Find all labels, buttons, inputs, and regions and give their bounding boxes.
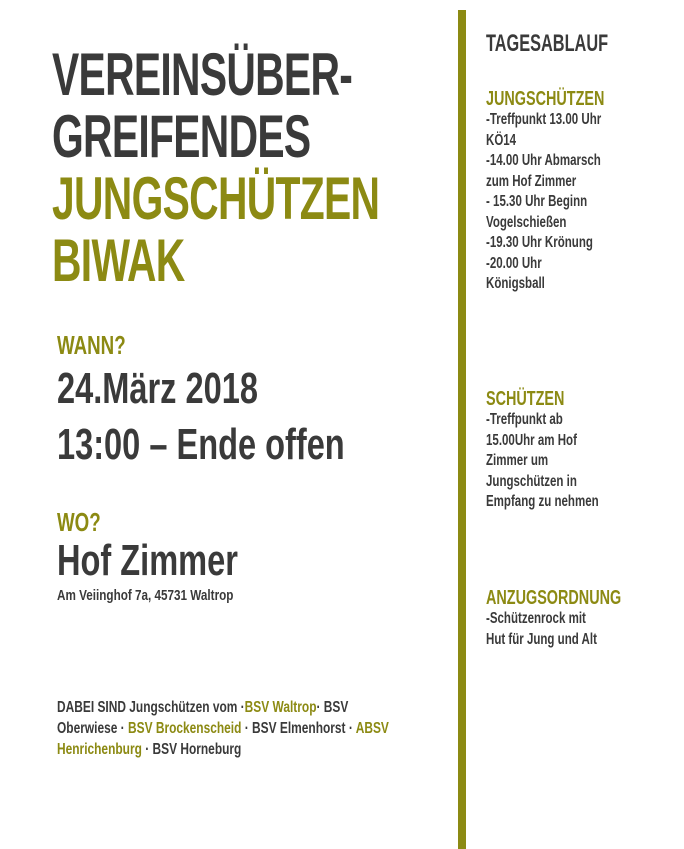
schedule-line: -20.00 Uhr [486, 254, 542, 272]
participants-sep-3: · BSV Horneburg [141, 741, 242, 758]
schedule-section-jungschuetzen [486, 88, 659, 295]
participants-text [57, 697, 396, 760]
section-heading: ANZUGSORDNUNG [486, 587, 622, 609]
headline-line-2: GREIFENDES [52, 103, 311, 170]
schedule-line: Jungschützen in [486, 472, 577, 490]
headline-line-4: BIWAK [52, 227, 185, 294]
club-bsv-brockenscheid: BSV Brockenscheid [127, 720, 242, 737]
schedule-line: 15.00Uhr am Hof [486, 431, 577, 449]
headline-line-3: JUNGSCHÜTZEN [52, 165, 380, 232]
participants-sep-1: · BSV Oberwiese · [57, 699, 349, 737]
schedule-line: Königsball [486, 275, 545, 292]
section-heading: JUNGSCHÜTZEN [486, 88, 605, 110]
schedule-line: Empfang zu nehmen [486, 493, 599, 510]
event-time: 13:00 – Ende offen [57, 420, 345, 469]
participants-sep-2: · BSV Elmenhorst · [241, 720, 356, 737]
schedule-line: -Treffpunkt ab [486, 411, 563, 428]
vertical-divider [458, 10, 466, 849]
schedule-line: -Treffpunkt 13.00 Uhr [486, 111, 602, 128]
participants-intro: DABEI SIND Jungschützen vom · [57, 699, 245, 716]
schedule-line: Vogelschießen [486, 213, 567, 231]
schedule-section-anzugsordnung [486, 587, 659, 650]
schedule-line: -Schützenrock mit [486, 610, 586, 627]
event-address: Am Veiinghof 7a, 45731 Waltrop [57, 587, 234, 604]
club-bsv-waltrop: BSV Waltrop [244, 699, 317, 716]
schedule-line: zum Hof Zimmer [486, 172, 577, 190]
schedule-line: KÖ14 [486, 131, 517, 149]
schedule-section-schuetzen [486, 388, 659, 513]
headline-line-1: VEREINSÜBER- [52, 41, 353, 108]
schedule-line: -19.30 Uhr Krönung [486, 234, 593, 251]
schedule-title: TAGESABLAUF [486, 30, 609, 57]
schedule-line: - 15.30 Uhr Beginn [486, 193, 588, 210]
where-label: WO? [57, 507, 101, 537]
event-place: Hof Zimmer [57, 536, 238, 585]
club-absv-henrichenburg: ABSV Henrichenburg [57, 720, 389, 758]
schedule-line: -14.00 Uhr Abmarsch [486, 152, 601, 169]
section-heading: SCHÜTZEN [486, 388, 565, 410]
event-date: 24.März 2018 [57, 364, 258, 413]
schedule-line: Hut für Jung und Alt [486, 630, 597, 648]
schedule-line: Zimmer um [486, 452, 549, 469]
when-label: WANN? [57, 330, 126, 360]
